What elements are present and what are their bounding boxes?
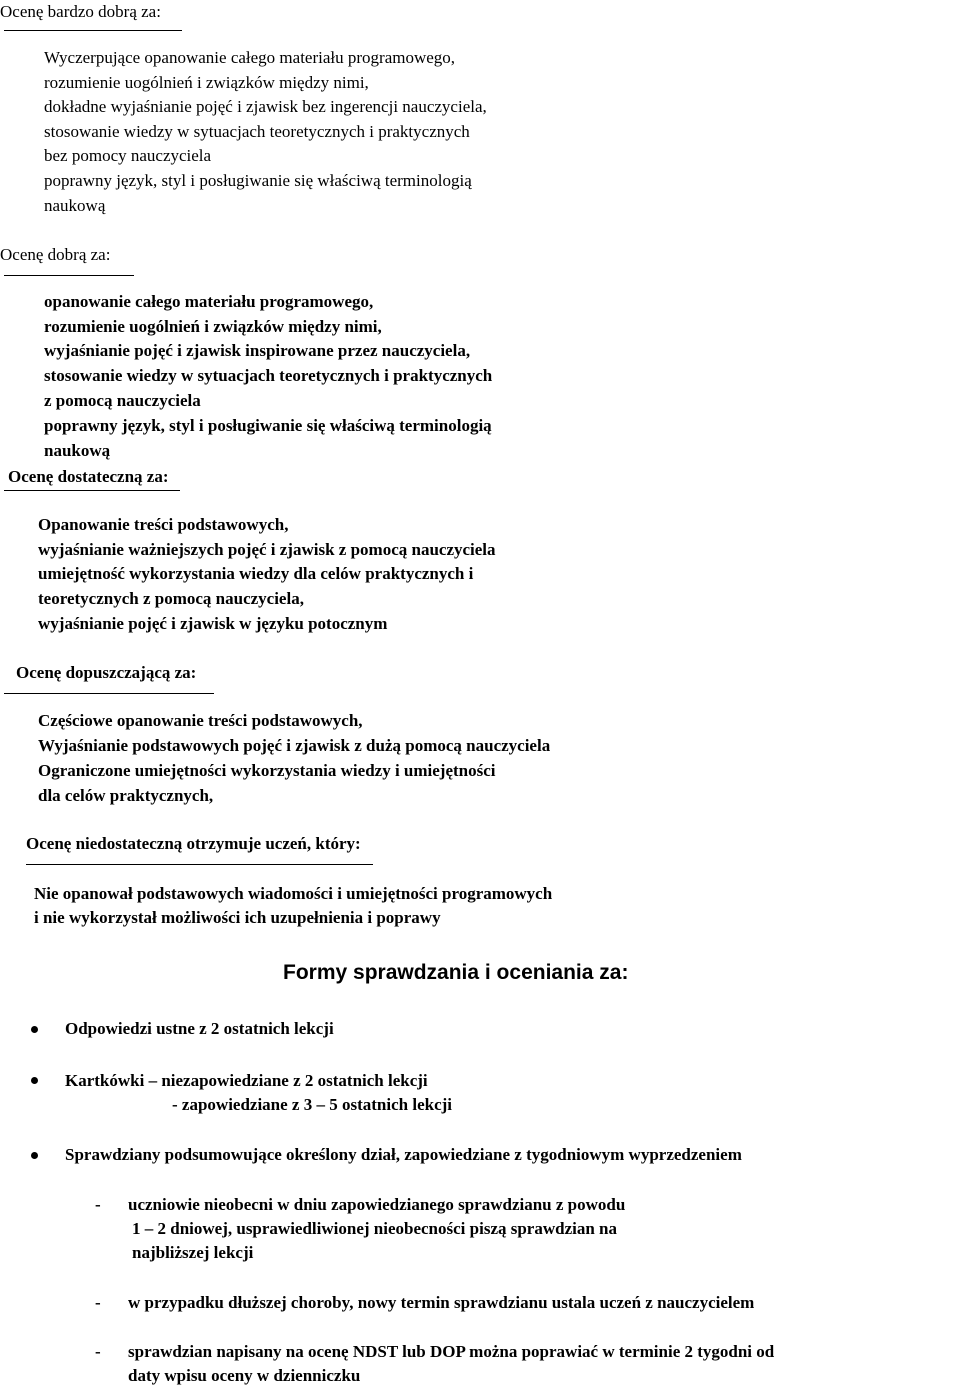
bullet-item-sprawdziany: Sprawdziany podsumowujące określony dział, zapowiedziane z tygodniowym wyprzedzeniem xyxy=(65,1145,742,1164)
heading-underline xyxy=(4,490,180,491)
text-line: bez pomocy nauczyciela xyxy=(44,146,212,165)
bullet-dot xyxy=(31,1077,38,1084)
heading-niedostateczna: Ocenę niedostateczną otrzymuje uczeń, który: xyxy=(26,834,361,853)
dash-marker: - xyxy=(95,1342,101,1361)
text-line: Nie opanował podstawowych wiadomości i umiejętności programowych xyxy=(34,884,553,903)
text-line: naukową xyxy=(44,196,106,215)
bullet-item-odpowiedzi: Odpowiedzi ustne z 2 ostatnich lekcji xyxy=(65,1019,334,1038)
text-line: naukową xyxy=(44,441,111,460)
text-line: Częściowe opanowanie treści podstawowych, xyxy=(38,711,363,730)
dash-item-text: 1 – 2 dniowej, usprawiedliwionej nieobecności piszą sprawdzian na xyxy=(132,1219,618,1238)
heading-underline xyxy=(4,275,134,276)
dash-item-text: sprawdzian napisany na ocenę NDST lub DOP można poprawiać w terminie 2 tygodni od xyxy=(128,1342,775,1361)
heading-underline xyxy=(4,693,214,694)
text-line: dla celów praktycznych, xyxy=(38,786,214,805)
dash-item-text: najbliższej lekcji xyxy=(132,1243,254,1262)
text-line: poprawny język, styl i posługiwanie się właściwą terminologią xyxy=(44,416,492,435)
heading-dopuszczajaca: Ocenę dopuszczającą za: xyxy=(16,663,197,682)
bullet-dot xyxy=(31,1152,38,1159)
bullet-item-kartkowki-sub: - zapowiedziane z 3 – 5 ostatnich lekcji xyxy=(172,1095,452,1114)
bullet-item-kartkowki: Kartkówki – niezapowiedziane z 2 ostatnich lekcji xyxy=(65,1071,428,1090)
dash-marker: - xyxy=(95,1293,101,1312)
dash-marker: - xyxy=(95,1195,101,1214)
text-line: opanowanie całego materiału programowego, xyxy=(44,292,374,311)
heading-underline xyxy=(26,864,373,865)
heading-bardzo-dobra: Ocenę bardzo dobrą za: xyxy=(0,2,161,21)
text-line: Ograniczone umiejętności wykorzystania wiedzy i umiejętności xyxy=(38,761,496,780)
text-line: rozumienie uogólnień i związków między nimi, xyxy=(44,317,382,336)
heading-dobra: Ocenę dobrą za: xyxy=(0,245,111,264)
dash-item-text: daty wpisu oceny w dzienniczku xyxy=(128,1366,361,1385)
text-line: teoretycznych z pomocą nauczyciela, xyxy=(38,589,304,608)
text-line: Wyczerpujące opanowanie całego materiału programowego, xyxy=(44,48,456,67)
forms-title: Formy sprawdzania i oceniania za: xyxy=(283,961,629,984)
text-line: stosowanie wiedzy w sytuacjach teoretycznych i praktycznych xyxy=(44,366,493,385)
text-line: wyjaśnianie pojęć i zjawisk w języku potocznym xyxy=(38,614,388,633)
text-line: Opanowanie treści podstawowych, xyxy=(38,515,289,534)
text-line: wyjaśnianie pojęć i zjawisk inspirowane przez nauczyciela, xyxy=(44,341,471,360)
text-line: z pomocą nauczyciela xyxy=(44,391,201,410)
text-line: poprawny język, styl i posługiwanie się właściwą terminologią xyxy=(44,171,472,190)
dash-item-text: w przypadku dłuższej choroby, nowy termin sprawdzianu ustala uczeń z nauczycielem xyxy=(128,1293,755,1312)
dash-item-text: uczniowie nieobecni w dniu zapowiedzianego sprawdzianu z powodu xyxy=(128,1195,626,1214)
heading-underline xyxy=(4,30,182,31)
bullet-dot xyxy=(31,1026,38,1033)
text-line: wyjaśnianie ważniejszych pojęć i zjawisk z pomocą nauczyciela xyxy=(38,540,496,559)
heading-dostateczna: Ocenę dostateczną za: xyxy=(8,467,169,486)
text-line: i nie wykorzystał możliwości ich uzupełnienia i poprawy xyxy=(34,908,441,927)
text-line: dokładne wyjaśnianie pojęć i zjawisk bez ingerencji nauczyciela, xyxy=(44,97,487,116)
text-line: rozumienie uogólnień i związków między nimi, xyxy=(44,73,369,92)
text-line: Wyjaśnianie podstawowych pojęć i zjawisk z dużą pomocą nauczyciela xyxy=(38,736,551,755)
text-line: stosowanie wiedzy w sytuacjach teoretycznych i praktycznych xyxy=(44,122,470,141)
text-line: umiejętność wykorzystania wiedzy dla celów praktycznych i xyxy=(38,564,474,583)
